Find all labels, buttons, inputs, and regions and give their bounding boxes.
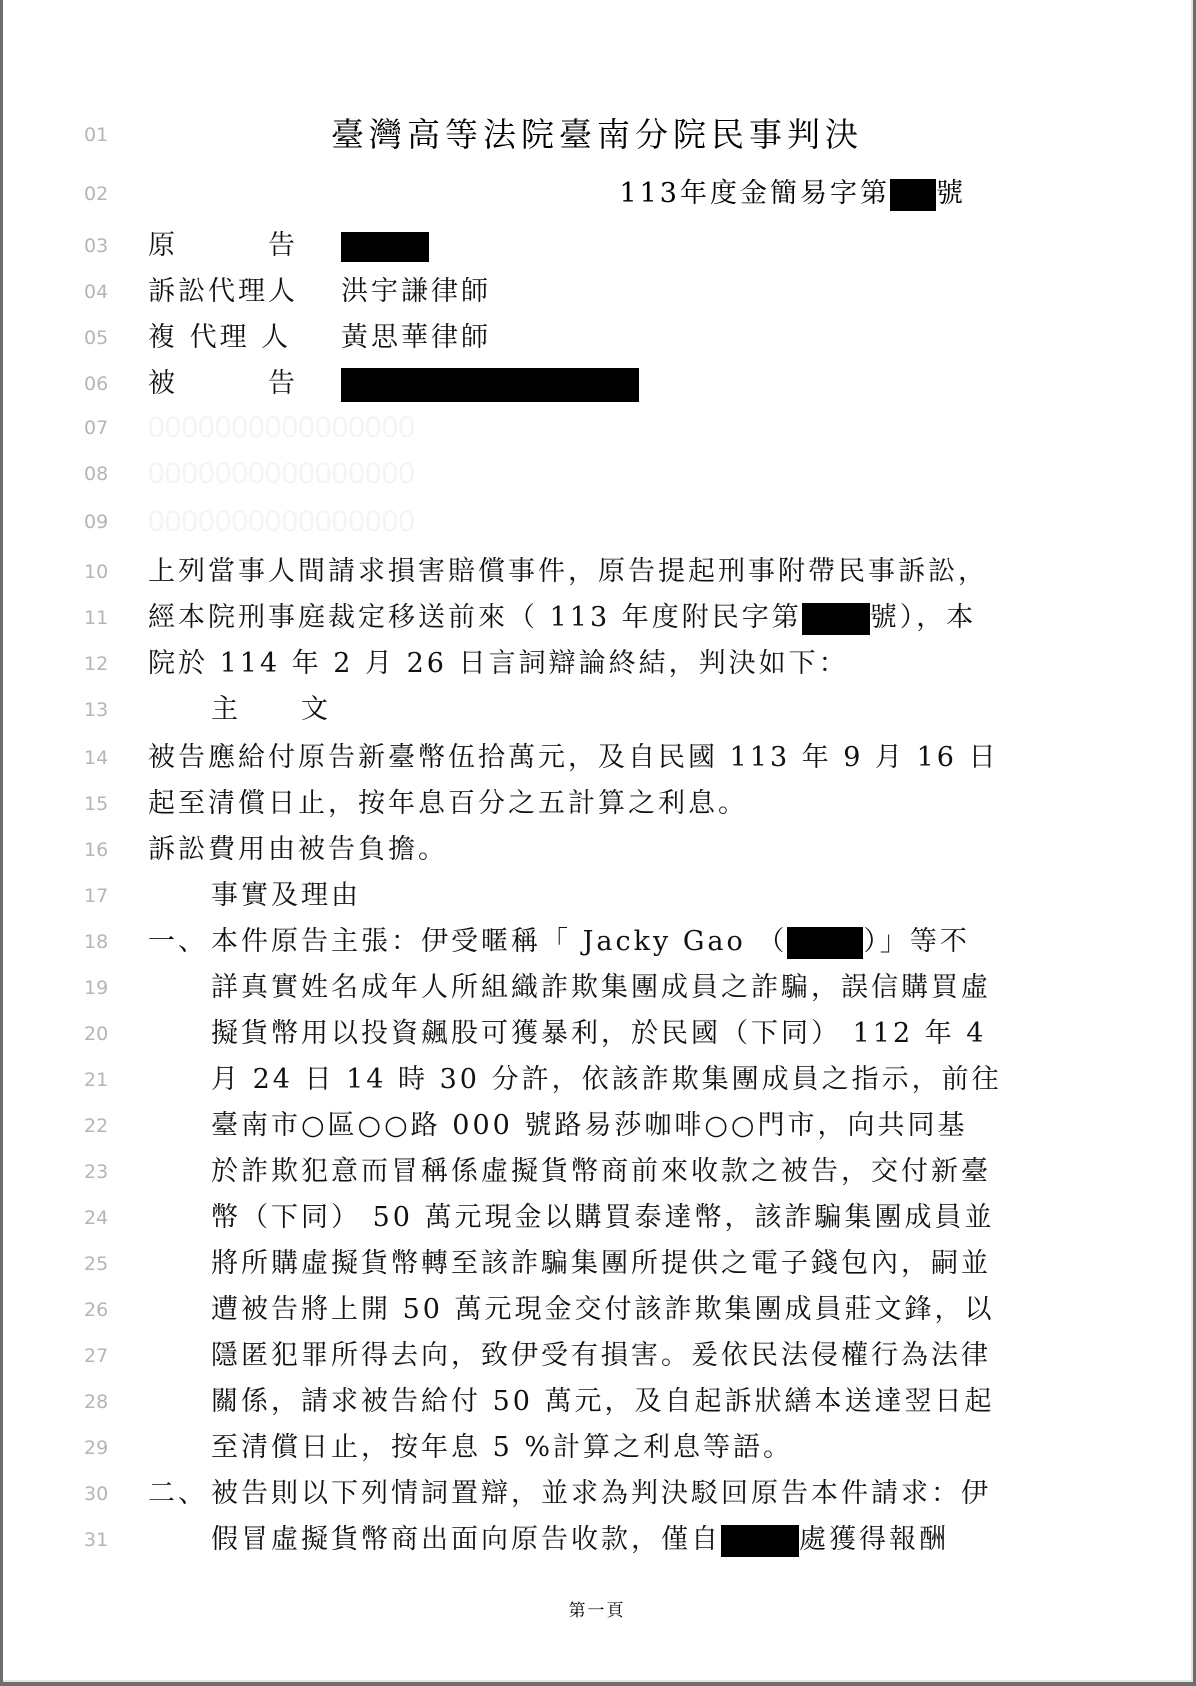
main-heading: 主 文: [211, 694, 331, 725]
line-21: [3, 1058, 1191, 1102]
line-number: 19: [84, 977, 109, 999]
line-number: 22: [84, 1115, 109, 1137]
party-name-sub-attorney: 黃思華律師: [341, 322, 491, 353]
redaction-block: [802, 603, 870, 635]
redaction-block: [890, 179, 936, 211]
intro-text-a: 經本院刑事庭裁定移送前來（ 113 年度附民字第: [148, 602, 802, 633]
section-one-line: 隱匿犯罪所得去向，致伊受有損害。爰依民法侵權行為法律: [211, 1340, 991, 1371]
line-31: [3, 1518, 1191, 1562]
section-one-line: 臺南市○區○○路 000 號路易莎咖啡○○門市，向共同基: [211, 1110, 968, 1141]
line-10: [3, 550, 1191, 594]
party-name-defendant: [341, 362, 639, 406]
line-12: [3, 642, 1191, 686]
line-03: [3, 224, 1191, 268]
redaction-block: [787, 927, 863, 959]
page-footer: 第一頁: [568, 1601, 626, 1621]
section-one-text-a: 本件原告主張：伊受暱稱「 Jacky Gao （: [211, 926, 788, 957]
line-number: 03: [84, 235, 109, 257]
intro-line: 上列當事人間請求損害賠償事件，原告提起刑事附帶民事訴訟，: [148, 556, 988, 587]
line-13: [3, 688, 1191, 732]
line-number: 11: [84, 607, 109, 629]
line-08: [3, 452, 1191, 496]
line-19: [3, 966, 1191, 1010]
section-one-marker: 一、: [148, 926, 208, 957]
line-24: [3, 1196, 1191, 1240]
section-one-line: 於詐欺犯意而冒稱係虛擬貨幣商前來收款之被告，交付新臺: [211, 1156, 991, 1187]
line-17: [3, 874, 1191, 918]
hidden-placeholder-text: 0000000000000000: [148, 457, 415, 490]
line-06: [3, 362, 1191, 406]
party-name-attorney: 洪宇謙律師: [341, 276, 491, 307]
section-two-line: [211, 1518, 949, 1562]
line-number: 20: [84, 1023, 109, 1045]
section-one-line: 月 24 日 14 時 30 分許，依該詐欺集團成員之指示，前往: [211, 1064, 1002, 1095]
hidden-placeholder-text: 0000000000000000: [148, 505, 415, 538]
case-number-suffix: 號: [936, 178, 966, 209]
line-07: [3, 406, 1191, 450]
line-number: 05: [84, 327, 109, 349]
line-number: 29: [84, 1437, 109, 1459]
section-one-line: 擬貨幣用以投資飆股可獲暴利，於民國（下同） 112 年 4: [211, 1018, 987, 1049]
section-one-line: 至清償日止，按年息 5 %計算之利息等語。: [211, 1432, 793, 1463]
redaction-block: [721, 1525, 799, 1557]
line-20: [3, 1012, 1191, 1056]
intro-line: 院於 114 年 2 月 26 日言詞辯論終結，判決如下：: [148, 648, 849, 679]
party-role-sub-attorney: 複 代理 人: [148, 322, 292, 353]
line-number: 28: [84, 1391, 109, 1413]
section-one-text-b: ）」等不: [863, 926, 970, 957]
line-number: 27: [84, 1345, 109, 1367]
section-two-line: 被告則以下列情詞置辯，並求為判決駁回原告本件請求：伊: [211, 1478, 991, 1509]
section-one-line: 遭被告將上開 50 萬元現金交付該詐欺集團成員莊文鋒，以: [211, 1294, 995, 1325]
line-number: 24: [84, 1207, 109, 1229]
line-number: 17: [84, 885, 109, 907]
section-one-line: 詳真實姓名成年人所組織詐欺集團成員之詐騙，誤信購買虛: [211, 972, 991, 1003]
line-01: [3, 110, 1191, 154]
line-18: [3, 920, 1191, 964]
case-number-prefix: 113年度金簡易字第: [619, 178, 890, 209]
section-one-line: 將所購虛擬貨幣轉至該詐騙集團所提供之電子錢包內，嗣並: [211, 1248, 991, 1279]
line-26: [3, 1288, 1191, 1332]
line-number: 10: [84, 561, 109, 583]
line-number: 02: [84, 183, 109, 205]
document-title: 臺灣高等法院臺南分院民事判決: [331, 115, 863, 154]
section-one-line: 幣（下同） 50 萬元現金以購買泰達幣，該詐騙集團成員並: [211, 1202, 995, 1233]
party-role-defendant: 被 告: [148, 368, 298, 399]
line-16: [3, 828, 1191, 872]
line-number: 12: [84, 653, 109, 675]
party-role-plaintiff: 原 告: [148, 230, 298, 261]
line-28: [3, 1380, 1191, 1424]
section-two-text-a: 假冒虛擬貨幣商出面向原告收款，僅自: [211, 1524, 721, 1555]
line-29: [3, 1426, 1191, 1470]
line-23: [3, 1150, 1191, 1194]
party-role-attorney: 訴訟代理人: [148, 276, 298, 307]
line-14: [3, 736, 1191, 780]
intro-text-b: 號），本: [869, 602, 977, 633]
section-one-line: 關係，請求被告給付 50 萬元，及自起訴狀繕本送達翌日起: [211, 1386, 995, 1417]
line-number: 01: [84, 124, 109, 146]
redaction-block: [341, 232, 429, 262]
line-11: [3, 596, 1191, 640]
line-number: 07: [84, 417, 109, 439]
line-25: [3, 1242, 1191, 1286]
redaction-block: [341, 368, 639, 402]
line-15: [3, 782, 1191, 826]
line-number: 30: [84, 1483, 109, 1505]
party-name-plaintiff: [341, 224, 429, 268]
line-number: 13: [84, 699, 109, 721]
line-number: 21: [84, 1069, 109, 1091]
main-text-line: 訴訟費用由被告負擔。: [148, 834, 448, 865]
line-number: 26: [84, 1299, 109, 1321]
line-05: [3, 316, 1191, 360]
line-09: [3, 500, 1191, 544]
line-27: [3, 1334, 1191, 1378]
line-number: 04: [84, 281, 109, 303]
main-text-line: 被告應給付原告新臺幣伍拾萬元，及自民國 113 年 9 月 16 日: [148, 742, 999, 773]
section-two-marker: 二、: [148, 1478, 208, 1509]
line-number: 06: [84, 373, 109, 395]
line-number: 31: [84, 1529, 109, 1551]
document-page: [3, 0, 1193, 1682]
line-number: 08: [84, 463, 109, 485]
facts-heading: 事實及理由: [211, 880, 361, 911]
hidden-placeholder-text: 0000000000000000: [148, 411, 415, 444]
section-two-text-b: 處獲得報酬: [799, 1524, 949, 1555]
line-number: 14: [84, 747, 109, 769]
line-02: [3, 172, 1191, 216]
line-number: 15: [84, 793, 109, 815]
line-number: 09: [84, 511, 109, 533]
line-22: [3, 1104, 1191, 1148]
line-number: 23: [84, 1161, 109, 1183]
intro-line: [148, 596, 976, 640]
line-number: 25: [84, 1253, 109, 1275]
line-number: 16: [84, 839, 109, 861]
section-one-first-line: [211, 920, 970, 964]
line-number: 18: [84, 931, 109, 953]
main-text-line: 起至清償日止，按年息百分之五計算之利息。: [148, 788, 748, 819]
line-30: [3, 1472, 1191, 1516]
case-number: [619, 172, 966, 216]
line-04: [3, 270, 1191, 314]
